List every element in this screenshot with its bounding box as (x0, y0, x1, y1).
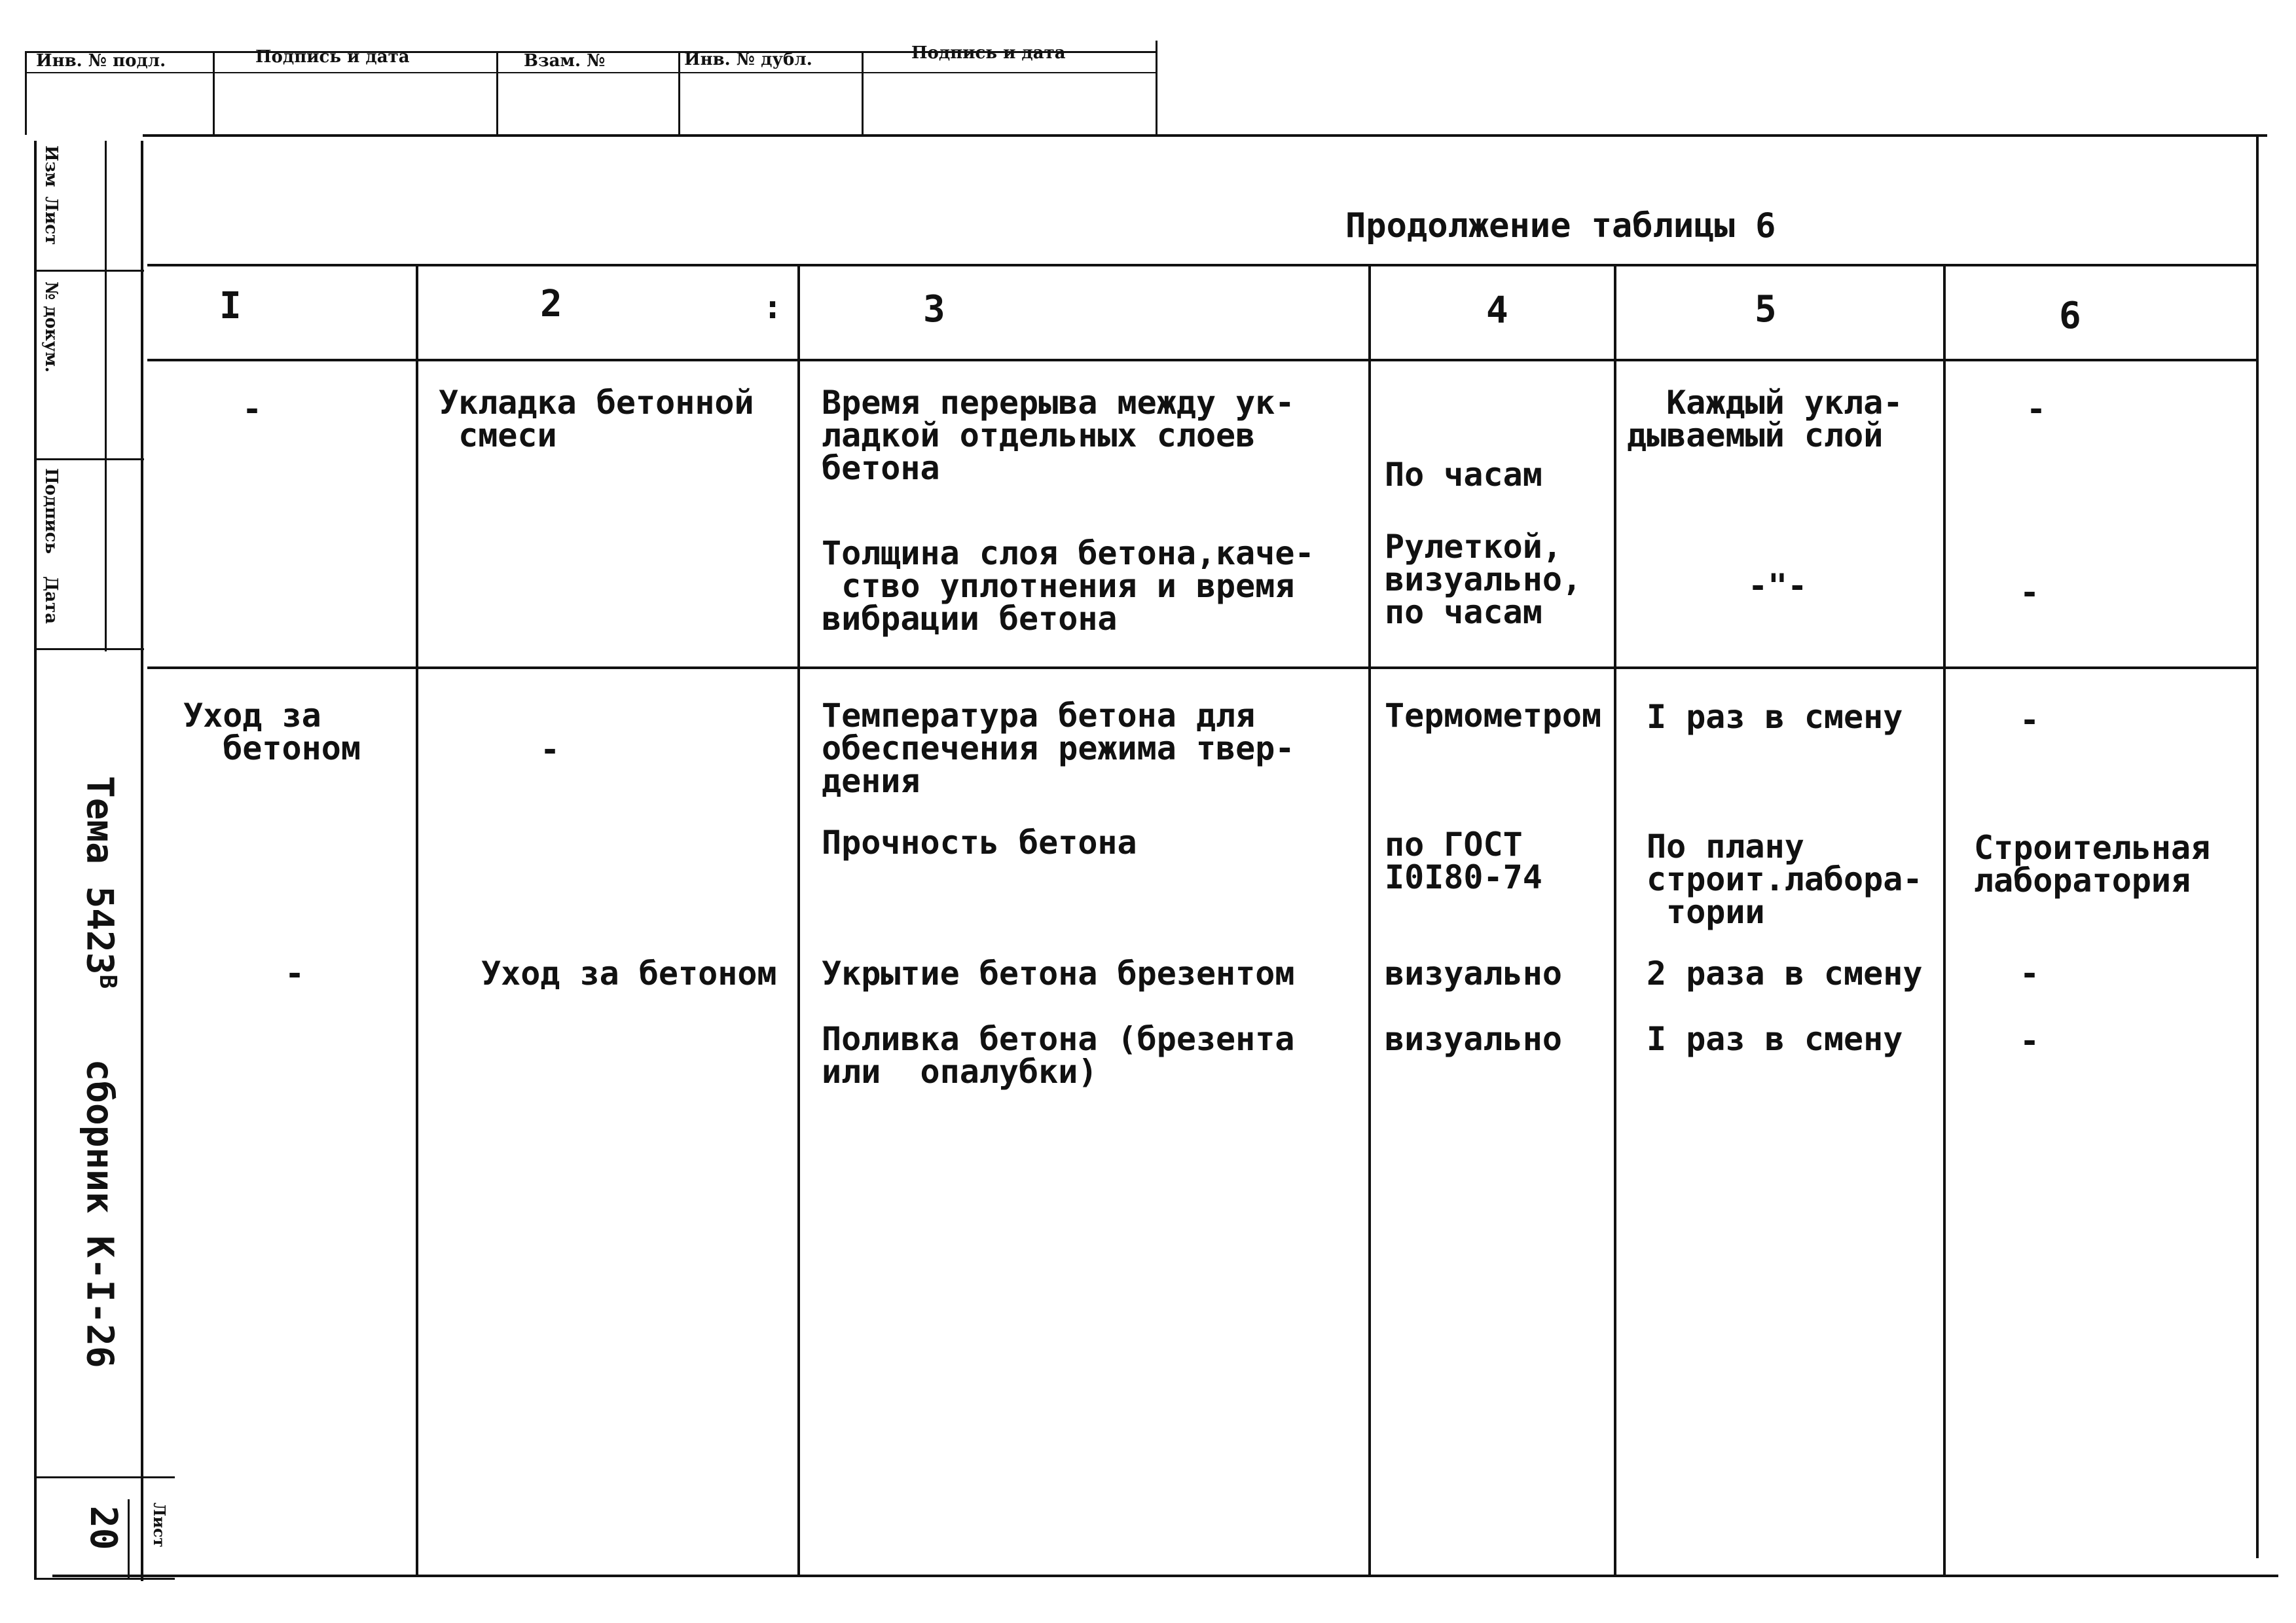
stamp-podpis-data-1: Подпись и дата (255, 47, 410, 67)
row2-c3: Толщина слоя бетона,каче- ство уплотнения и время вибрации бетона (822, 534, 1315, 638)
row3-c4: Термометром (1385, 697, 1602, 735)
row5-c3: Укрытие бетона брезентом (822, 955, 1295, 993)
row1-c2: Укладка бетонной смеси (439, 384, 754, 454)
col-header-1: I (219, 285, 242, 327)
side-title-sup: В (94, 974, 121, 989)
side-podpis: Подпись (41, 468, 61, 555)
row3-c5: I раз в смену (1647, 698, 1903, 736)
row4-c6: Строительная лаборатория (1974, 829, 2211, 900)
side-n-dokum: № докум. (41, 282, 61, 373)
stamp-inv-dubl: Инв. № дубл. (684, 50, 812, 69)
row3-c3: Температура бетона для обеспечения режима твер- дения (822, 697, 1295, 800)
row4-c3: Прочность бетона (822, 824, 1137, 862)
row3-c1: Уход за бетоном (183, 697, 361, 767)
side-data: Дата (41, 576, 61, 624)
row1-c3: Время перерыва между ук- ладкой отдельных слоев бетона (822, 384, 1295, 487)
side-title-2: сборник К-I-26 (78, 1059, 121, 1368)
row4-c4: по ГОСТ I0I80-74 (1385, 826, 1542, 896)
row6-c5: I раз в смену (1647, 1020, 1903, 1058)
col-header-3: 3 (923, 288, 945, 331)
row2-c6: - (2020, 574, 2040, 611)
row5-c4: визуально (1385, 955, 1562, 993)
table-caption: Продолжение таблицы 6 (1345, 206, 1776, 246)
side-list: Лист (41, 196, 61, 246)
sheet-label: Лист (150, 1503, 169, 1548)
side-title-text: Тема 5423 (78, 776, 121, 975)
side-izm: Изм (41, 145, 61, 187)
row6-c4: визуально (1385, 1020, 1562, 1058)
row5-c6: - (2020, 955, 2040, 993)
stamp-vzam: Взам. № (524, 51, 606, 71)
col-header-2: 2 (540, 283, 562, 325)
row4-c5: По плану строит.лабора- тории (1647, 828, 1923, 931)
col-header-6: 6 (2059, 295, 2081, 337)
header-colon-mark: : (763, 288, 783, 326)
row5-c5: 2 раза в смену (1647, 955, 1923, 993)
row3-c2: - (540, 731, 560, 769)
row1-c5: Каждый укла- дываемый слой (1627, 384, 1903, 454)
row5-c1: - (285, 955, 305, 993)
row5-c2: Уход за бетоном (481, 955, 777, 993)
sheet-number: 20 (82, 1506, 124, 1550)
col-header-5: 5 (1755, 288, 1777, 331)
row6-c6: - (2020, 1022, 2040, 1060)
row1-c4: По часам (1385, 456, 1542, 494)
row3-c6: - (2020, 701, 2040, 739)
row6-c3: Поливка бетона (брезента или опалубки) (822, 1020, 1295, 1091)
stamp-podpis-data-2: Подпись и дата (911, 43, 1066, 63)
row2-c5: -"- (1748, 567, 1808, 605)
row1-c6: - (2026, 390, 2047, 428)
side-title (78, 776, 121, 1368)
row2-c4: Рулеткой, визуально, по часам (1385, 528, 1582, 631)
row1-c1: - (242, 390, 263, 428)
stamp-inv-podl: Инв. № подл. (36, 51, 166, 71)
col-header-4: 4 (1486, 289, 1508, 332)
